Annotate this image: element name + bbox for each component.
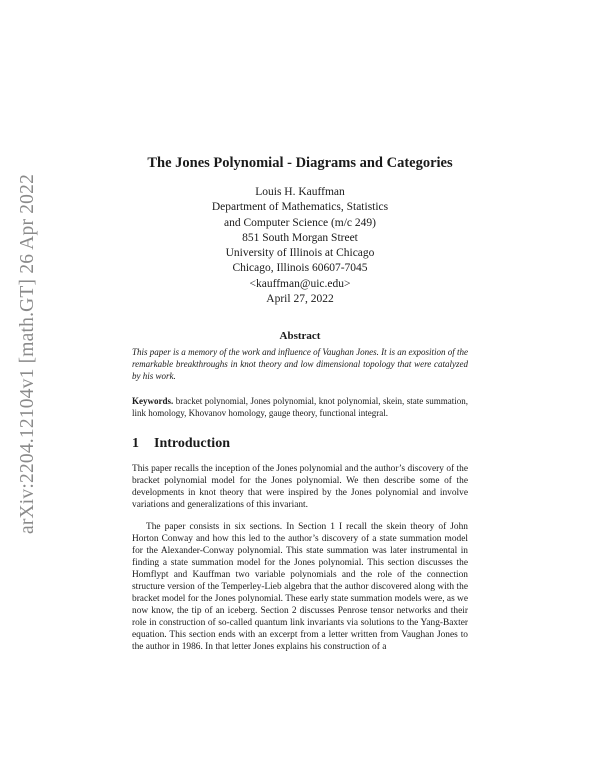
keywords [132, 395, 468, 419]
section-heading [132, 436, 230, 452]
abstract-heading: Abstract [279, 330, 321, 342]
section-number: 1 [132, 436, 139, 451]
affiliation-line: Chicago, Illinois 60607-7045 [232, 262, 368, 275]
author-block [0, 185, 600, 292]
author-name: Louis H. Kauffman [255, 186, 345, 198]
arxiv-identifier: arXiv:2204.12104v1 [math.GT] 26 Apr 2022 [17, 173, 39, 535]
author-email: <kauffman@uic.edu> [249, 277, 351, 290]
affiliation-line: Department of Mathematics, Statistics [211, 201, 389, 214]
intro-paragraph-1: This paper recalls the inception of the Jones polynomial and the author’s discovery of the bracket polynomial model for the Jones polynomial. We then describe some of the developments in knot theory that were inspired by the Jones polynomial and involve variations and generalizations of this invariant. [132, 464, 468, 510]
abstract-text: This paper is a memory of the work and influence of Vaughan Jones. It is an exposition of the remarkable breakthroughs in knot theory and low dimensional topology that were catalyzed by his work. [132, 347, 468, 381]
affiliation-line: 851 South Morgan Street [242, 231, 358, 244]
paper-title: The Jones Polynomial - Diagrams and Categories [147, 155, 453, 171]
intro-paragraph-2: The paper consists in six sections. In Section 1 I recall the skein theory of John Horton Conway and how this led to the author’s discovery of a state summation model for the Alexander-Conway polynomial. This state summation was later instrumental in finding a state summation model for the Jones polynomial. This section discusses the Homflypt and Kauffman two variable polynomials and the role of the connection structure version of the Temperley-Lieb algebra that the author discovered along with the bracket model for the Jones polynomial. These early state summation models were, as we now know, the tip of an iceberg. Section 2 discusses Penrose tensor networks and their role in construction of so-called quantum link invariants via solutions to the Yang-Baxter equation. This section ends with an excerpt from a letter written from Vaughan Jones to the author in 1986. In that letter Jones explains his construction of a [132, 522, 468, 652]
affiliation-line: University of Illinois at Chicago [225, 247, 375, 260]
keywords-text: bracket polynomial, Jones polynomial, knot polynomial, skein, state summation, link homology, Khovanov homology, gauge theory, functional integral. [132, 396, 468, 418]
affiliation-line: and Computer Science (m/c 249) [223, 216, 376, 229]
keywords-label: Keywords. [132, 396, 174, 406]
paper-date: April 27, 2022 [266, 293, 334, 305]
section-title: Introduction [154, 436, 230, 451]
